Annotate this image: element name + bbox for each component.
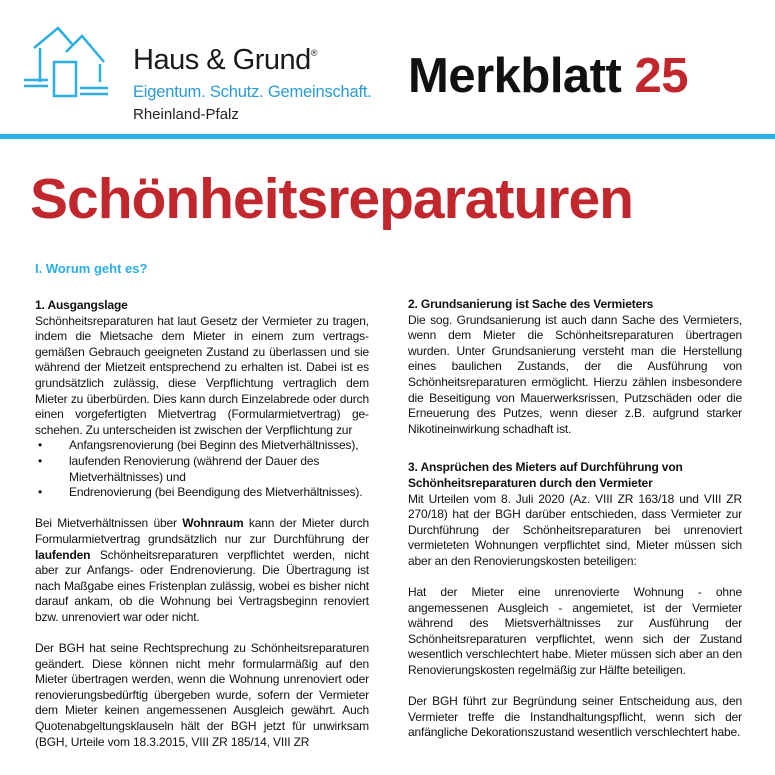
brand-name: Haus & Grund® [133, 44, 317, 76]
merkblatt-number: 25 [634, 49, 688, 103]
list-item: • Anfangsrenovierung (bei Beginn des Mietverhältnisses), [35, 438, 369, 454]
renovation-list [35, 438, 369, 500]
section-heading: I. Worum geht es? [35, 261, 148, 276]
subheading-ausgangslage: 1. Ausgangslage [35, 298, 128, 312]
paragraph: Die sog. Grundsanierung ist auch dann Sache des Vermieters, wenn dem Mieter die Schönheitsreparaturen übertragen wurden. Unter Grundsanierung versteht man die Herstellung eines baulichen Zustands, der die Ausführung von Schönheitsreparaturen ermöglicht. Hierzu zählen insbesondere die Beseitigung von Mauerwerksrissen, Putzschäden oder die Erneuerung des Putzes, wenn dieser z.B. aufgrund starker Nikotineinwirkung schadhaft ist. [408, 312, 742, 436]
paragraph: Der BGH führt zur Begründung seiner Entscheidung aus, den Vermieter treffe die Instandhaltungspflicht, wenn sich der anfängliche Dekorationszustand wesentlich verschlechtert habe. [408, 694, 742, 740]
brand-tagline: Eigentum. Schutz. Gemeinschaft. [133, 83, 372, 101]
paragraph: Mit Urteilen vom 8. Juli 2020 (Az. VIII ZR 163/18 und VIII ZR 270/18) hat der BGH darüber entschieden, dass Vermieter zur Durchführung der Schönheitsreparaturen bei unrenoviert vermieteten Wohnungen verpflichtet sind, Mieter müssen sich aber an den Renovierungskosten beteiligen: [408, 491, 742, 568]
paragraph: Der BGH hat seine Rechtsprechung zu Schönheitsreparaturen geändert. Diese können nicht mehr formularmäßig auf den Mieter übertragen werden, wenn die Wohnung unrenoviert oder renovierungsbedürftig übergeben wurde, sofern der Vermieter dem Mieter keinen angemessenen Ausgleich gewährt. Auch Quotenabgeltungsklauseln hält der BGH jetzt für unwirksam (BGH, Urteile vom 18.3.2015, VIII ZR 185/14, VIII ZR [35, 641, 369, 749]
right-column [408, 297, 742, 757]
subheading-grundsanierung: 2. Grundsanierung ist Sache des Vermieters [408, 297, 654, 311]
brand-region: Rheinland-Pfalz [133, 106, 239, 123]
subheading-ansprueche: 3. Ansprüchen des Mieters auf Durchführung von Schönheitsreparaturen durch den Vermieter [408, 460, 683, 490]
left-column [35, 298, 369, 770]
paragraph: Hat der Mieter eine unrenovierte Wohnung - ohne angemessenen Ausgleich - angemietet, ist der Vermieter während des Mietsverhältnisses zur Ausführung der Schönheitsreparaturen verpflichtet, wenn sich der Zustand wesentlich verschlechtert habe. Mieter müssen sich aber an den Renovierungskosten regelmäßig zur Hälfte beteiligen. [408, 585, 742, 678]
list-item: • Endrenovierung (bei Beendigung des Mietverhältnisses). [35, 485, 369, 501]
header-divider [0, 134, 775, 139]
paragraph: Schönheitsreparaturen hat laut Gesetz der Vermieter zu tragen, indem die Mietsache dem Mieter in einem zum vertragsgemäßen Gebrauch geeigneten Zustand zu überlassen und sie während der Mietzeit entsprechend zu erhalten ist. Dabei ist es grundsätzlich zulässig, diese Verpflichtung vertraglich dem Mieter zu überbürden. Dies kann durch Einzelabrede oder durch einen vorgefertigten Mietvertrag (Formularmietvertrag) geschehen. Zu unterscheiden ist zwischen der Verpflichtung zur [35, 313, 369, 437]
merkblatt-label: Merkblatt 25 [408, 49, 688, 103]
paragraph: Bei Mietverhältnissen über Wohnraum kann der Mieter durch Formularmietvertrag grundsätzlich nur zur Durchführung der laufenden Schönheitsreparaturen verpflichtet werden, nicht aber zur Anfangs- oder Endrenovierung. Die Übertragung ist nach Maßgabe eines Fristenplan zulässig, wobei es bisher nicht darauf ankam, ob die Wohnung bei Vertragsbeginn renoviert bzw. unrenoviert war oder nicht. [35, 516, 369, 624]
haus-und-grund-logo-icon [22, 26, 110, 102]
list-item: • laufenden Renovierung (während der Dauer des Mietverhältnisses) und [35, 454, 369, 485]
document-title: Schönheitsreparaturen [30, 167, 633, 231]
